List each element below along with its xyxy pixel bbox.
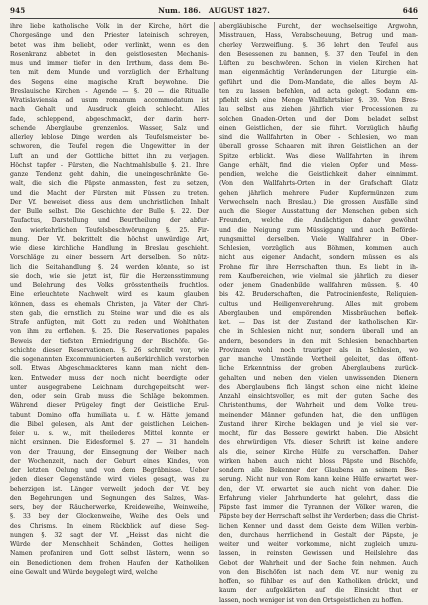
- text-line: von den Bischöfen ist nach dem Vf. nur wenig zu: [219, 568, 418, 576]
- text-line: wirken haben auch nicht bloss Päpste und Bischöfe,: [219, 457, 418, 465]
- text-line: von der Trauung, der Einsegnung der Weiber nach: [10, 448, 209, 456]
- text-line: sers, bey der Räucherwerke, Kreideweihe, Weinweihe,: [10, 504, 209, 511]
- text-line: beherzigen ist. Länger verweilt jedoch der Vf. bey: [10, 485, 209, 493]
- text-line: Breslauische Kirchen - Agende — §. 20 — die Ritualle: [10, 87, 209, 95]
- text-line: Provinzen wohl noch trauriger als in Schlesien, wo: [219, 346, 418, 354]
- page-number-left: 945: [10, 6, 26, 15]
- text-line: Namen profaniren und Gott selbst lästern, wenn so: [10, 550, 209, 558]
- left-column: [10, 22, 209, 576]
- text-line: den, der Vf. erwartet sie auch nicht von daher. Die: [219, 485, 418, 493]
- text-line: Luft an und der Gottliche bittet ihn zu verjagen.: [10, 152, 209, 160]
- text-line: sten gab, die ernstlich zu Steine war und die es als: [10, 309, 209, 317]
- text-line: weiter und weiter vorkomme, nicht zugleich umzu-: [219, 541, 418, 548]
- text-line: gehalten und neben den vielen unwissenden Dienern: [219, 374, 418, 382]
- text-line: Päpste bey der Herrschaft selbst ihr Verderben; dass die Christ-: [219, 513, 419, 521]
- text-line: Rosenkranz abbetet in den geistlosesten Mechanis-: [10, 50, 209, 58]
- text-line: einen Geistlichen, der sie führt. Vorzüglich häufig: [219, 124, 418, 132]
- text-line: des Aberglaubens fich längst schon eine nicht kleine: [219, 383, 418, 391]
- text-line: feier u. s. w., mit theilederes Mittel konnte er: [10, 430, 209, 437]
- text-line: den Besessenen zu bannen, §. 37 den Teufel in den: [219, 50, 418, 58]
- text-line: liche Erkenntniss der groben Aberglaubens zurück-: [219, 365, 418, 373]
- text-line: nicht ersinnen. Die Eidesformel §. 27 — 31 handeln: [10, 439, 209, 447]
- text-line: lassen, in reinsten Gewissen und Heilslehre das: [219, 550, 418, 558]
- text-line: Taufactus, Darstellung und Beurtheilung der abfur-: [10, 217, 209, 225]
- text-line: Vorschläge zu einer bessern Art derselben. So nütz-: [10, 254, 209, 262]
- text-line: Lüften zu beschwören. Schon in vielen Kirchen hat: [219, 60, 418, 67]
- text-line: allerley leblose Dinge werden als Teufelsmeister be-: [10, 134, 209, 141]
- text-line: abergläubische Furcht, der wechselseitige Argwohn,: [219, 23, 418, 30]
- text-line: lassen, noch weniger ist von den Ortsgeistlichen zu hoffen.: [219, 596, 404, 604]
- text-line: ten mit dem Munde und vorzüglich der Erhaltung: [10, 69, 209, 77]
- text-line: des Chrisms. In einem Rückblick auf diese Seg-: [10, 522, 209, 530]
- text-line: ken. Entweder muss der noch nicht beerdigte oder: [10, 374, 209, 382]
- text-line: Beweis der tiefsten Erniedrigung der Bischöfe. Ge-: [10, 337, 209, 345]
- text-line: lich die Seitahandlung §. 24 werden könnte, so ist: [10, 263, 209, 271]
- text-line: lichen Kenner und dasst dem Geiste dem Willen verbin-: [219, 522, 418, 530]
- text-line: die sogenannten Excommunicierten außerkirchlich verstorben: [10, 356, 209, 363]
- text-line: des Segens eine magische Kraft beywohne. Die: [10, 78, 209, 86]
- text-line: pfiehlt sich eine Menge Wallfahrtsbier §. 39. Von Bres-: [219, 97, 418, 104]
- text-line: unter ausgegrabene Leichnam durchgepeitscht wer-: [10, 383, 209, 391]
- text-line: tabunt Domino offa humiliata u. f. w. Hätte jemand: [10, 411, 209, 419]
- text-line: mung. Der Vf. bekrittelt die höchst unwürdige Art,: [10, 235, 209, 243]
- text-line: Frohne für ihre Herrschaften thun. Es liebt in ih-: [219, 263, 418, 271]
- text-line: betet was ihm beliebt, oder verlinkt, wenn es den: [10, 41, 209, 49]
- text-line: auch die Sieger Ausstattung der Menschen geben sich: [219, 208, 418, 215]
- text-line: Strafe anfügten, mit Gott zu reden und Wohlthaten: [10, 319, 209, 326]
- text-line: fade, schleppend, abgeschmackt, der darin herr-: [10, 115, 209, 123]
- text-line: §. 33 bey der Glockenweihe, Weihe des Oels und: [10, 513, 209, 521]
- text-line: Eine erleuchtete Nachwelt wird es kaum glauben: [10, 291, 209, 299]
- text-line: (Von den Wallfahrts-Orten in der Grafschaft Glatz: [219, 180, 418, 188]
- text-line: den Begehrungen und Segnungen des Salzes, Was-: [10, 494, 209, 502]
- text-line: schworen, die Teufel regen die Ungewitter in der: [10, 143, 209, 151]
- text-line: sondern alle Bekenner der Glaubens an seinem Bes-: [219, 467, 418, 474]
- text-line: Gange erhält, find die vielen Opfer und Mess-: [219, 161, 418, 169]
- text-line: pendien, welche die Geistlichkeit daher einnimmt.: [219, 171, 418, 178]
- text-line: oder jenem Gnadenbilde wallfahren müssen. §. 40: [219, 282, 418, 289]
- text-line: solchen Gnaden-Orten und der Dom beladet selbst: [219, 115, 418, 123]
- issue-number: Num. 186.: [158, 6, 201, 15]
- column-divider: [214, 22, 215, 512]
- text-line: ten zu lassen befehlen, ad acta gelegt. Sodann em-: [219, 87, 418, 95]
- text-line: wie diese kirchliche Handlung in Breslau geschieht.: [10, 245, 209, 252]
- text-line: und die Macht der Fürsten mit Füssen zu treten.: [10, 189, 209, 197]
- text-line: als die, seiner Kirche Hülfe zu verschaffen. Daher: [219, 448, 418, 456]
- text-line: und die Neigung zum Müssiggang und auch Beförde-: [219, 226, 418, 234]
- text-columns: [10, 22, 419, 604]
- text-line: schende Aberglaube grenzenlos. Wasser, Salz und: [10, 124, 209, 132]
- text-line: walt, die sich die Päpste anmassten, fest zu setzen,: [10, 180, 209, 188]
- text-line: des ehrwürdigen Vfs. dieser Schrift ist keine andere: [219, 439, 418, 447]
- text-line: Anzahl einsichtsvoller, es mit der guten Sache des: [219, 393, 418, 400]
- text-line: den, oder sein Grab muss die Schläge bekommen.: [10, 393, 209, 400]
- text-line: Schlesien, vorzüglich aus Böhmen, kommen auch: [219, 245, 418, 252]
- text-line: und Belehrung des Volks grösstentheils fruchtlos.: [10, 282, 209, 289]
- text-line: kaum der aufgeklärten auf die Einsicht thut er: [219, 587, 418, 595]
- text-line: ganze Tendenz geht dahin, die uneingeschränkte Ge-: [10, 171, 209, 178]
- text-line: ket. — Das ist der Zustand der katholischen Kir-: [219, 319, 418, 326]
- text-line: Christenthums, der Wahrheit und dem Volke treu-: [219, 402, 418, 410]
- text-line: jeden dieser Gegenstände wird vieles gesagt, was zu: [10, 476, 209, 484]
- text-line: hoffen, so fühlbar es auf den Katholiken drückt, und: [219, 578, 418, 585]
- text-line: Freunden, welche die Andächtigen daher gewöhnt: [219, 217, 418, 225]
- text-line: sind die Wallfahrten in Ober - Schlesien, wo man: [219, 134, 418, 141]
- text-line: gehen jährlich mehrere Fuder Kupfermünzen zum: [219, 189, 418, 197]
- text-line: andern, besonders in den mit Schlesien benachbarten: [219, 337, 418, 345]
- text-line: der Bulle selbst. Die Geschichte der Bulle §. 22. Der: [10, 208, 209, 215]
- text-line: geführt und die Dom-Mandate, die alles beym Al-: [219, 78, 418, 86]
- text-line: nach Gehalt und Ausdruck gleich schlecht. Alles: [10, 106, 209, 114]
- text-line: Aberglauben und empörenden Missbräuchen beflek-: [219, 309, 418, 317]
- text-line: den, durchaus herrlichend in Gestalt der Päpste, je: [219, 531, 418, 539]
- text-line: Erfahrung vieler Jahrhunderte hat gelehrt, dass die: [219, 494, 418, 502]
- text-line: bis 42. Bruderschaften, die Patrocinienfeste, Reliquien-: [219, 291, 418, 299]
- text-line: sie doch, wie sie jetzt ist, für die Herzensstimmung: [10, 272, 209, 280]
- text-line: Würde der Menschheit Schänden, Gottes heiligen: [10, 541, 209, 548]
- text-line: Der Vf. beweiset diess aus dem unchristlichen Inhalt: [10, 198, 209, 206]
- issue-month: AUGUST 1827.: [208, 6, 270, 15]
- text-line: serung. Nicht nur von Rom kann keine Hülfe erwartet wer-: [219, 476, 418, 484]
- text-line: Päpste fast immer die Tyrannen der Völker waren, die: [219, 504, 418, 511]
- text-line: gar manche Umstände Vortheil geleitet, das öffent-: [219, 356, 418, 363]
- text-line: Zustand ihrer Kirche beklagen und je viel sie ver-: [219, 420, 418, 428]
- text-line: die Bibel gelesen, als Amt der geistlichen Leichen-: [10, 420, 209, 428]
- text-line: Während dieser Prügeley fingt der Geistliche Erul-: [10, 402, 209, 410]
- text-line: lau selbst aus ziehen jährlich vier Processionen zu: [219, 106, 418, 114]
- text-line: von ihm zu erflehen. §. 25. Die Reservationes papales: [10, 328, 209, 336]
- text-line: Verwechseln nach Breslau.) Die grossen Ausfälle sind: [219, 198, 418, 206]
- text-line: Spitze erblickt. Was diese Wallfahrten in ihrem: [219, 152, 418, 160]
- text-line: schichte dieser Reservationen. §. 26 schreibt vor, wie: [10, 346, 209, 354]
- text-line: che in Schlesien nicht nur, sondern überall und an: [219, 328, 418, 336]
- text-line: überall grosse Schaaren mit ihren Geistlichen an der: [219, 143, 418, 151]
- text-line: rungsmittel derselben. Viele Wallfahrer in Ober-: [219, 235, 418, 243]
- right-column: [219, 22, 419, 604]
- issue-date: [10, 4, 418, 17]
- text-line: ein Benedictionen dem frohen Haufen der Katholiken: [10, 559, 209, 567]
- text-line: man eigenmächtig Veränderungen der Liturgie ein-: [219, 69, 418, 77]
- text-line: nicht aus eigener Andacht, sondern müssen es als: [219, 254, 418, 262]
- text-line: mus und immer tiefer in den Irrthum, dass dem Be-: [10, 60, 209, 67]
- page-header: [10, 4, 418, 17]
- text-line: Wratislaviensia ad usum romanum accommodatum ist: [10, 97, 209, 104]
- text-line: Chorgesänge und den Priester lateinisch schreyen,: [10, 32, 209, 40]
- page-number-right: 646: [402, 6, 418, 15]
- text-line: soll. Etwas Abgeschmackteres kann man nicht den-: [10, 365, 209, 373]
- text-line: den wierkehrlichen Teufelsbeschwörungen §. 25. Fir-: [10, 226, 209, 234]
- text-line: cherley Verzweiflung. §. 36 lehrt den Teufel aus: [219, 41, 418, 49]
- text-line: ihre liebe katholische Volk in der Kirche, hört die: [10, 23, 209, 30]
- text-line: rem Kaufbereichen, wie vielmal sie jährlich zu dieser: [219, 272, 418, 280]
- text-line: können, dass es ehemals Christen, ja Väter der Chri-: [10, 300, 209, 308]
- header-rule: [10, 18, 418, 19]
- text-line: eine Gewalt und Würde beygelegt wird, welche: [10, 568, 158, 576]
- text-line: Höchst tapfer - Fürsten, die Nachtmahlsbulle §. 21. Ihre: [10, 161, 209, 169]
- text-line: mocht, für das Bessere gewirkt haben. Die Absicht: [219, 430, 418, 437]
- text-line: nungen §. 32 sagt der Vf. „Heisst das nicht die: [10, 531, 209, 539]
- text-line: cultus und Heiligenverehrung. Alles mit grobem: [219, 300, 418, 308]
- text-line: Misstrauen, Hass, Verabscheuung, Betrug und man-: [219, 32, 418, 40]
- text-line: meinender Männer gefunden hat, die den unflügen: [219, 411, 418, 419]
- text-line: Gebot der Wahrheit und der Sache fein nehmen. Auch: [219, 559, 418, 567]
- text-line: der Wochenzeit, nach der Geburt eines Kindes, von: [10, 457, 209, 465]
- text-line: der letzten Oelung und von dem Begräbnisse. Ueber: [10, 467, 209, 474]
